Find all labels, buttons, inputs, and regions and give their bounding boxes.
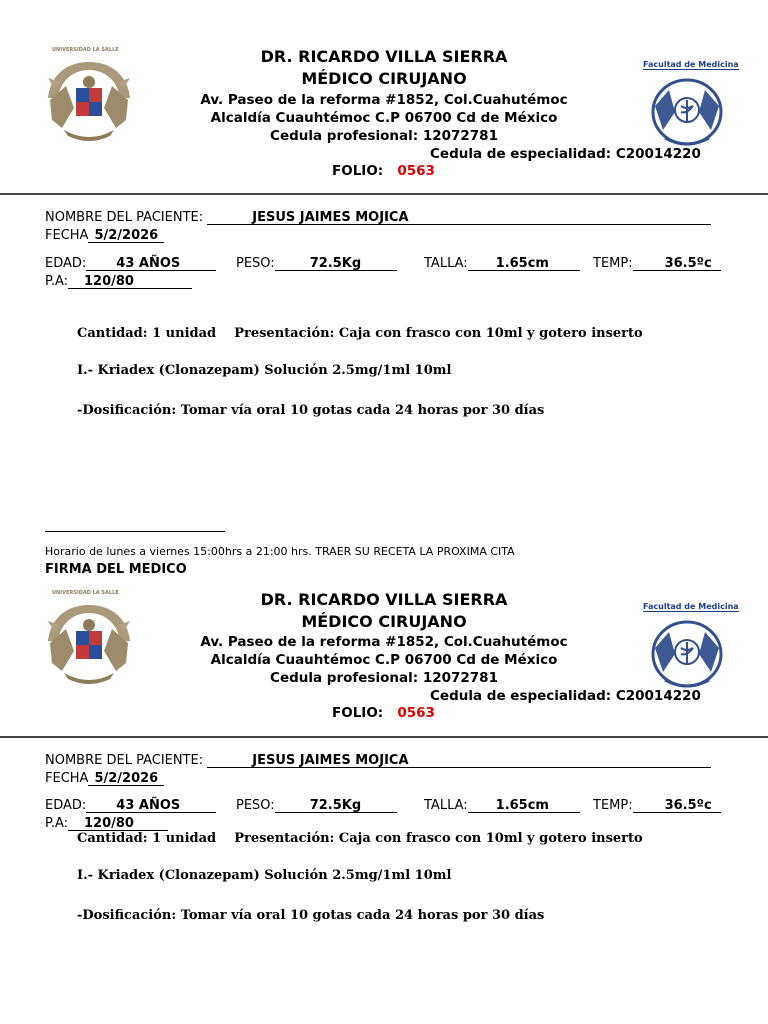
date-label: FECHA xyxy=(45,771,89,786)
seal-text: UNIVERSIDAD LA SALLE xyxy=(52,590,119,596)
signature-label: FIRMA DEL MEDICO xyxy=(45,562,187,575)
bp-field xyxy=(45,274,192,289)
doctor-title: MÉDICO CIRUJANO xyxy=(301,69,467,88)
dosage-text: -Dosificación: Tomar vía oral 10 gotas cada 24 horas por 30 días xyxy=(77,908,545,923)
patient-name-label: NOMBRE DEL PACIENTE: xyxy=(45,210,204,225)
height-value: 1.65cm xyxy=(468,799,580,813)
temp-value: 36.5ºc xyxy=(633,257,721,271)
faculty-caption: Facultad de Medicina xyxy=(643,60,739,69)
header-divider xyxy=(0,736,768,738)
address-line-1: Av. Paseo de la reforma #1852, Col.Cuahutémoc xyxy=(200,92,568,108)
patient-name-value: JESUS JAIMES MOJICA xyxy=(207,754,711,768)
cedula-especialidad: Cedula de especialidad: C20014220 xyxy=(430,146,701,162)
header-divider xyxy=(0,193,768,195)
quantity-presentation xyxy=(77,831,643,846)
date-value: 5/2/2026 xyxy=(88,229,164,243)
doctor-name: DR. RICARDO VILLA SIERRA xyxy=(260,47,508,66)
weight-label: PESO: xyxy=(236,798,275,813)
doctor-name: DR. RICARDO VILLA SIERRA xyxy=(260,590,508,609)
signature-line xyxy=(45,531,225,532)
temp-field xyxy=(593,256,721,271)
folio xyxy=(332,705,435,721)
weight-value: 72.5Kg xyxy=(275,257,397,271)
dosage-text: -Dosificación: Tomar vía oral 10 gotas cada 24 horas por 30 días xyxy=(77,403,545,418)
presentation-text: Presentación: Caja con frasco con 10ml y gotero inserto xyxy=(234,831,643,846)
weight-label: PESO: xyxy=(236,256,275,271)
folio-label: FOLIO: xyxy=(332,163,384,179)
bp-field xyxy=(45,816,168,831)
height-field xyxy=(424,798,580,813)
faculty-medicine-logo-icon xyxy=(645,614,729,690)
temp-label: TEMP: xyxy=(593,798,633,813)
faculty-caption: Facultad de Medicina xyxy=(643,602,739,611)
height-label: TALLA: xyxy=(424,256,468,271)
folio-number: 0563 xyxy=(397,705,435,721)
patient-name-field xyxy=(45,753,711,768)
cedula-profesional: Cedula profesional: 12072781 xyxy=(270,670,498,686)
date-field xyxy=(45,228,164,243)
quantity-text: Cantidad: 1 unidad xyxy=(77,326,217,341)
address-line-2: Alcaldía Cuauhtémoc C.P 06700 Cd de México xyxy=(210,652,558,668)
patient-name-value: JESUS JAIMES MOJICA xyxy=(207,211,711,225)
address-line-2: Alcaldía Cuauhtémoc C.P 06700 Cd de México xyxy=(210,110,558,126)
patient-name-label: NOMBRE DEL PACIENTE: xyxy=(45,753,204,768)
folio-number: 0563 xyxy=(397,163,435,179)
address-line-1: Av. Paseo de la reforma #1852, Col.Cuahutémoc xyxy=(200,634,568,650)
temp-value: 36.5ºc xyxy=(633,799,721,813)
height-field xyxy=(424,256,580,271)
weight-field xyxy=(236,798,397,813)
date-field xyxy=(45,771,164,786)
quantity-presentation xyxy=(77,326,643,341)
presentation-text: Presentación: Caja con frasco con 10ml y gotero inserto xyxy=(234,326,643,341)
bp-label: P.A: xyxy=(45,274,68,289)
date-label: FECHA xyxy=(45,228,89,243)
doctor-title: MÉDICO CIRUJANO xyxy=(301,612,467,631)
folio xyxy=(332,163,435,179)
bp-value: 120/80 xyxy=(68,275,192,289)
bp-label: P.A: xyxy=(45,816,68,831)
age-field xyxy=(45,256,216,271)
weight-value: 72.5Kg xyxy=(275,799,397,813)
age-value: 43 AÑOS xyxy=(86,799,216,813)
age-label: EDAD: xyxy=(45,798,87,813)
schedule-text: Horario de lunes a viernes 15:00hrs a 21:00 hrs. TRAER SU RECETA LA PROXIMA CITA xyxy=(45,545,515,558)
cedula-especialidad: Cedula de especialidad: C20014220 xyxy=(430,688,701,704)
temp-field xyxy=(593,798,721,813)
bp-value: 120/80 xyxy=(68,817,168,831)
age-field xyxy=(45,798,216,813)
patient-name-field xyxy=(45,210,711,225)
height-label: TALLA: xyxy=(424,798,468,813)
medication-text: I.- Kriadex (Clonazepam) Solución 2.5mg/1ml 10ml xyxy=(77,363,452,378)
weight-field xyxy=(236,256,397,271)
quantity-text: Cantidad: 1 unidad xyxy=(77,831,217,846)
age-label: EDAD: xyxy=(45,256,87,271)
age-value: 43 AÑOS xyxy=(86,257,216,271)
date-value: 5/2/2026 xyxy=(88,772,164,786)
temp-label: TEMP: xyxy=(593,256,633,271)
folio-label: FOLIO: xyxy=(332,705,384,721)
faculty-medicine-logo-icon xyxy=(645,72,729,148)
height-value: 1.65cm xyxy=(468,257,580,271)
medication-text: I.- Kriadex (Clonazepam) Solución 2.5mg/1ml 10ml xyxy=(77,868,452,883)
seal-text: UNIVERSIDAD LA SALLE xyxy=(52,47,119,53)
cedula-profesional: Cedula profesional: 12072781 xyxy=(270,128,498,144)
